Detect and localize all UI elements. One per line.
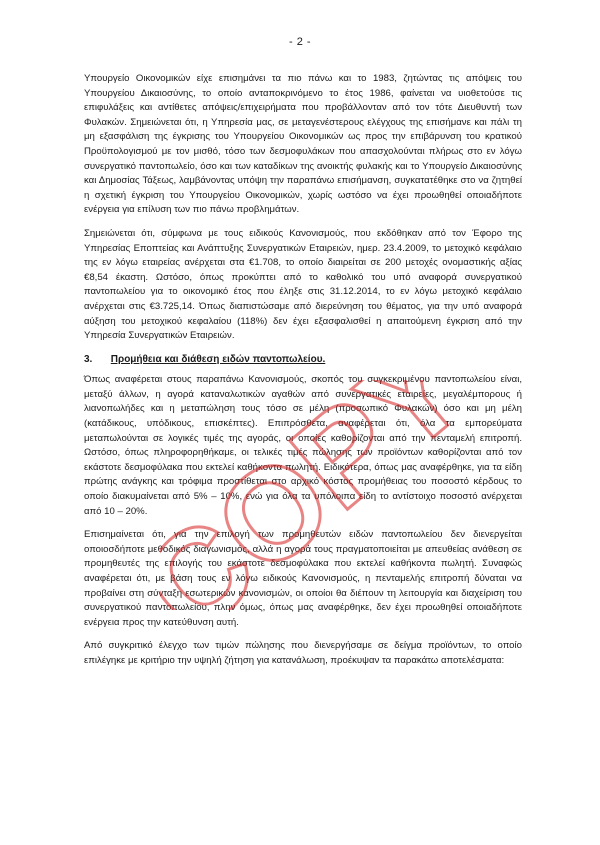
section-heading	[84, 353, 522, 368]
document-body	[84, 72, 522, 678]
paragraph: Επισημαίνεται ότι, για την επιλογή των προμηθευτών ειδών παντοπωλείου δεν διενεργείται οποιοσδήποτε μεθοδικός διαγωνισμός, αλλά η αγορά τους πραγματοποιείται με απευθείας ανάθεση σε προμηθευτές της επιλογής του εκάστοτε δεσμοφύλακα που εκτελεί καθήκοντα πωλητή. Συναφώς αναφέρεται ότι, με βάση τους εν λόγω ειδικούς Κανονισμούς, η πενταμελής επιτροπή δύναται να προβαίνει στη σύνταξη εσωτερικών κανονισμών, οι οποίοι θα διέπουν τη λειτουργία και διαχείριση του συνεργατικού παντοπωλείου, πλην όμως, όπως μας αναφέρθηκε, δεν έχει προωθηθεί οποιαδήποτε ενέργεια προς την κατεύθυνση αυτή.	[84, 529, 522, 628]
section-number: 3.	[84, 353, 93, 365]
section-title: Προμήθεια και διάθεση ειδών παντοπωλείου.	[110, 353, 326, 365]
paragraph: Όπως αναφέρεται στους παραπάνω Κανονισμούς, σκοπός του συγκεκριμένου παντοπωλείου είναι, μεταξύ άλλων, η αγορά καταναλωτικών αγαθών από συνεργατικές εταιρείες, μεγαλέμπορους ή λιανοπωλήδες και η μεταπώληση τους τόσο σε μέλη (προσωπικό Φυλακών) όσο και μη μέλη (κατάδικους, υπόδικους, επισκέπτες). Επιπρόσθετα, αναφέρεται ότι, όλα τα εμπορεύματα μεταπωλούνται σε λογικές τιμές της αγοράς, οι οποίες καθορίζονται από την πενταμελή επιτροπή. Ωστόσο, όπως πληροφορηθήκαμε, οι τελικές τιμές πώλησης των προϊόντων καθορίζονται από τον εκάστοτε δεσμοφύλακα που εκτελεί καθήκοντα πωλητή. Ειδικότερα, όπως μας αναφέρθηκε, για τα είδη πρώτης ανάγκης και τρόφιμα προστίθεται στο αρχικό κόστος προμήθειας του ποσοστό κέρδους το οποίο διακυμαίνεται από 5% – 10%, ενώ για όλα τα υπόλοιπα είδη το αντίστοιχο ποσοστό ανέρχεται από 10 – 20%.	[84, 374, 522, 517]
paragraph: Σημειώνεται ότι, σύμφωνα με τους ειδικούς Κανονισμούς, που εκδόθηκαν από τον Έφορο της Υπηρεσίας Εποπτείας και Ανάπτυξης Συνεργατικών Εταιρειών, ημερ. 23.4.2009, το μετοχικό κεφάλαιο της εν λόγω εταιρείας ανέρχεται στα €1.708, το οποίο διαιρείται σε 200 μετοχές ονομαστικής αξίας €8,54 έκαστη. Ωστόσο, όπως προκύπτει από το καθολικό του υπό αναφορά συνεργατικού παντοπωλείου για το οικονομικό έτος που έληξε στις 31.12.2014, το εν λόγω μετοχικό κεφάλαιο ανέρχεται στις €3.725,14. Όπως διαπιστώσαμε από διερεύνηση του θέματος, για την υπό αναφορά αύξηση του μετοχικού κεφαλαίου (118%) δεν έχει εξασφαλισθεί η απαιτούμενη έγκριση από την Υπηρεσία Συνεργατικών Εταιρειών.	[84, 227, 522, 342]
paragraph: Υπουργείο Οικονομικών είχε επισημάνει τα πιο πάνω και το 1983, ζητώντας τις απόψεις του Υπουργείου Δικαιοσύνης, το οποίο ανταποκρινόμενο το έτος 1986, φαίνεται να υιοθετούσε τις επιφυλάξεις και αντίθετες απόψεις/επιχειρήματα που προβάλλονταν από τον τότε Διευθυντή των Φυλακών. Σημειώνεται ότι, η Υπηρεσία μας, σε μεταγενέστερους ελέγχους της επισήμανε και πάλι τη μη εξασφάλιση της έγκρισης του Υπουργείου Οικονομικών ως προς την επιβάρυνση του κρατικού Προϋπολογισμού με τον μισθό, τόσο των δεσμοφυλάκων που απασχολούνται πλήρως στο εν λόγω συνεργατικό παντοπωλείο, όσο και των καταδίκων της ανοικτής φυλακής και το Υπουργείο Δικαιοσύνης και Δημοσίας Τάξεως, λαμβάνοντας υπόψη την παραπάνω επισήμανση, συγκατατέθηκε στο να ζητηθεί η σχετική έγκριση του Υπουργείου Οικονομικών, χωρίς ωστόσο να έχει προωθηθεί οποιαδήποτε ενέργεια για επίλυση των πιο πάνω προβλημάτων.	[84, 73, 522, 216]
paragraph: Από συγκριτικό έλεγχο των τιμών πώλησης που διενεργήσαμε σε δείγμα προϊόντων, το οποίο επιλέγηκε με κριτήριο την υψηλή ζήτηση για κατανάλωση, προέκυψαν τα παρακάτω αποτελέσματα:	[84, 640, 522, 666]
page-number: - 2 -	[288, 36, 312, 48]
watermark-text: COPY	[160, 380, 460, 610]
